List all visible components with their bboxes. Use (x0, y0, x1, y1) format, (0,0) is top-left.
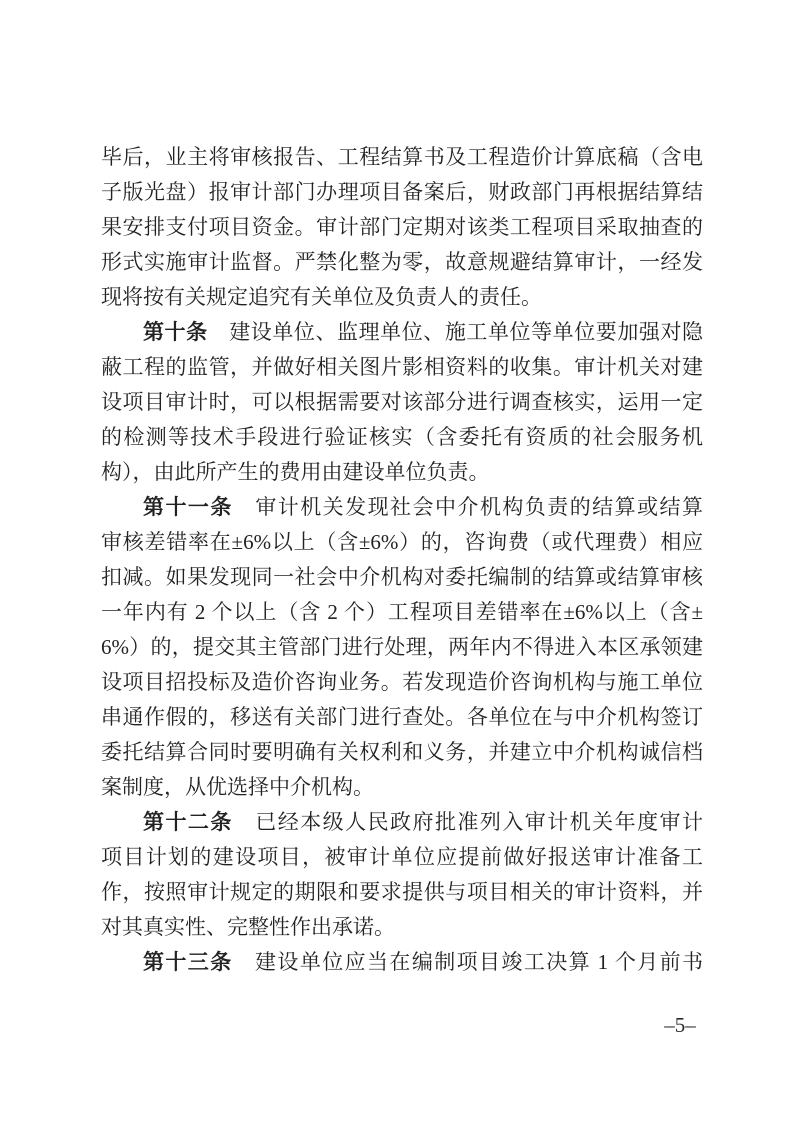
page-number: –5– (664, 1013, 696, 1037)
text-line: 6%）的，提交其主管部门进行处理，两年内不得进入本区承领建 (101, 635, 703, 659)
text-line: 现将按有关规定追究有关单位及负责人的责任。 (101, 285, 542, 309)
text-line: 串通作假的，移送有关部门进行查处。各单位在与中介机构签订 (101, 705, 703, 729)
text-line: 项目计划的建设项目，被审计单位应提前做好报送审计准备工 (101, 845, 703, 869)
text-line: 毕后，业主将审核报告、工程结算书及工程造价计算底稿（含电 (101, 145, 703, 169)
text-line: 第十三条 建设单位应当在编制项目竣工决算 1 个月前书 (143, 950, 704, 974)
article-heading: 第十一条 (143, 495, 233, 519)
text-line: 第十条 建设单位、监理单位、施工单位等单位要加强对隐 (143, 320, 704, 344)
paragraph (101, 315, 703, 490)
text-line: 构），由此所产生的费用由建设单位负责。 (101, 460, 490, 484)
text-line: 第十一条 审计机关发现社会中介机构负责的结算或结算 (143, 495, 704, 519)
paragraph (101, 945, 703, 980)
text-line: 设项目审计时，可以根据需要对该部分进行调查核实，运用一定 (101, 390, 703, 414)
text-line: 子版光盘）报审计部门办理项目备案后，财政部门再根据结算结 (101, 180, 703, 204)
text-line: 第十二条 已经本级人民政府批准列入审计机关年度审计 (143, 810, 704, 834)
text-line: 对其真实性、完整性作出承诺。 (101, 915, 395, 939)
paragraph (101, 805, 703, 945)
document-body (101, 140, 703, 980)
text-line: 作，按照审计规定的期限和要求提供与项目相关的审计资料，并 (101, 880, 703, 904)
text-line: 案制度，从优选择中介机构。 (101, 775, 374, 799)
paragraph (101, 140, 703, 315)
text-line: 果安排支付项目资金。审计部门定期对该类工程项目采取抽查的 (101, 215, 703, 239)
article-heading: 第十二条 (143, 810, 233, 834)
text-line: 的检测等技术手段进行验证核实（含委托有资质的社会服务机 (101, 425, 703, 449)
article-heading: 第十条 (143, 320, 208, 344)
text-line: 形式实施审计监督。严禁化整为零，故意规避结算审计，一经发 (101, 250, 703, 274)
text-line: 一年内有 2 个以上（含 2 个）工程项目差错率在±6%以上（含± (101, 600, 703, 624)
text-line: 委托结算合同时要明确有关权利和义务，并建立中介机构诚信档 (101, 740, 703, 764)
text-line: 审核差错率在±6%以上（含±6%）的，咨询费（或代理费）相应 (101, 530, 703, 554)
paragraph (101, 490, 703, 805)
article-heading: 第十三条 (143, 950, 233, 974)
text-line: 设项目招投标及造价咨询业务。若发现造价咨询机构与施工单位 (101, 670, 703, 694)
text-line: 蔽工程的监管，并做好相关图片影相资料的收集。审计机关对建 (101, 355, 703, 379)
text-line: 扣减。如果发现同一社会中介机构对委托编制的结算或结算审核 (101, 565, 703, 589)
